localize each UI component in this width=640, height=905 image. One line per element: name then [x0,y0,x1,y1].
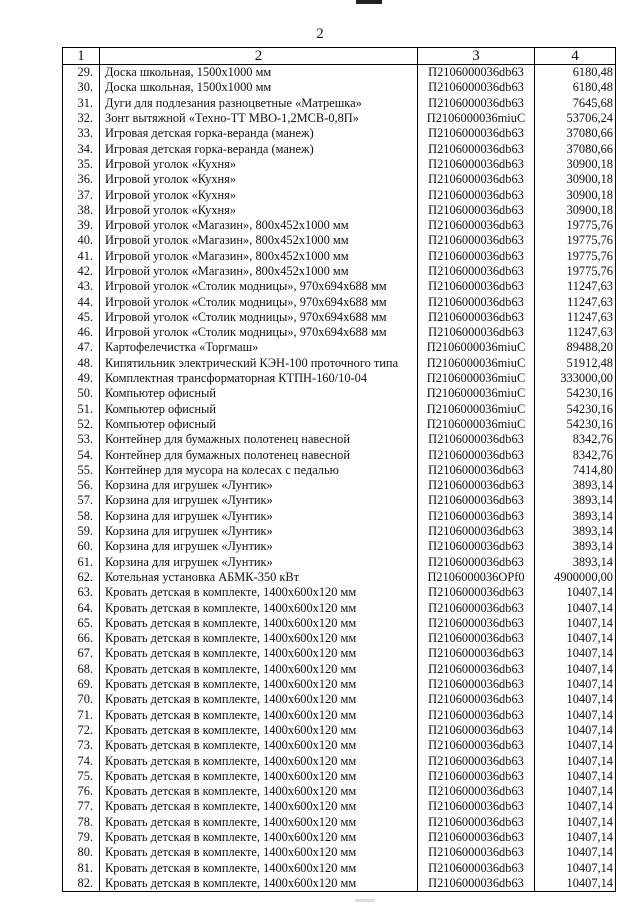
item-code: П2106000036db63 [418,432,535,447]
table-row [63,860,616,875]
item-sum: 333000,00 [535,371,616,386]
table-row [63,356,616,371]
row-number: 32. [63,111,100,126]
item-name: Игровая детская горка-веранда (манеж) [100,126,418,141]
row-number: 30. [63,80,100,95]
table-row [63,555,616,570]
item-code: П2106000036db63 [418,172,535,187]
table-row [63,65,616,81]
page-number: 2 [316,26,324,42]
item-name: Кипятильник электрический КЭН-100 проточного типа [100,356,418,371]
item-sum: 7414,80 [535,463,616,478]
row-number: 38. [63,203,100,218]
item-code: П2106000036db63 [418,860,535,875]
item-sum: 30900,18 [535,172,616,187]
item-name: Кровать детская в комплекте, 1400x600x120 мм [100,616,418,631]
item-name: Дуги для подлезания разноцветные «Матрешка» [100,96,418,111]
row-number: 79. [63,830,100,845]
table-row [63,662,616,677]
item-name: Корзина для игрушек «Лунтик» [100,509,418,524]
row-number: 55. [63,463,100,478]
row-number: 47. [63,340,100,355]
item-name: Игровой уголок «Кухня» [100,157,418,172]
item-name: Игровой уголок «Столик модницы», 970x694x688 мм [100,310,418,325]
item-name: Игровой уголок «Столик модницы», 970x694x688 мм [100,279,418,294]
item-name: Игровой уголок «Магазин», 800x452x1000 мм [100,233,418,248]
item-sum: 10407,14 [535,707,616,722]
item-name: Кровать детская в комплекте, 1400x600x120 мм [100,769,418,784]
item-sum: 19775,76 [535,233,616,248]
item-name: Компьютер офисный [100,386,418,401]
item-sum: 11247,63 [535,279,616,294]
table-row [63,707,616,722]
row-number: 44. [63,294,100,309]
row-number: 42. [63,264,100,279]
item-code: П2106000036db63 [418,96,535,111]
table-row [63,233,616,248]
item-sum: 11247,63 [535,294,616,309]
row-number: 68. [63,662,100,677]
item-sum: 8342,76 [535,447,616,462]
row-number: 82. [63,876,100,892]
row-number: 50. [63,386,100,401]
row-number: 76. [63,784,100,799]
item-code: П2106000036db63 [418,876,535,892]
item-sum: 10407,14 [535,830,616,845]
table-row [63,203,616,218]
item-name: Кровать детская в комплекте, 1400x600x120 мм [100,631,418,646]
item-name: Кровать детская в комплекте, 1400x600x120 мм [100,646,418,661]
item-name: Игровая детская горка-веранда (манеж) [100,141,418,156]
header-col-number: 1 [63,48,100,65]
row-number: 53. [63,432,100,447]
item-sum: 3893,14 [535,509,616,524]
item-code: П2106000036db63 [418,738,535,753]
item-name: Котельная установка АБМК-350 кВт [100,570,418,585]
table-row [63,753,616,768]
row-number: 71. [63,707,100,722]
item-sum: 54230,16 [535,386,616,401]
item-sum: 10407,14 [535,845,616,860]
item-name: Контейнер для бумажных полотенец навесной [100,432,418,447]
item-name: Игровой уголок «Кухня» [100,172,418,187]
item-code: П2106000036db63 [418,753,535,768]
item-sum: 54230,16 [535,417,616,432]
item-sum: 10407,14 [535,662,616,677]
item-name: Кровать детская в комплекте, 1400x600x120 мм [100,753,418,768]
table-row [63,126,616,141]
table-row [63,570,616,585]
table-row [63,677,616,692]
item-code: П2106000036db63 [418,157,535,172]
item-code: П2106000036db63 [418,478,535,493]
row-number: 56. [63,478,100,493]
item-code: П2106000036db63 [418,555,535,570]
row-number: 34. [63,141,100,156]
item-sum: 19775,76 [535,264,616,279]
item-name: Кровать детская в комплекте, 1400x600x120 мм [100,692,418,707]
item-name: Корзина для игрушек «Лунтик» [100,478,418,493]
item-sum: 30900,18 [535,157,616,172]
table-row [63,631,616,646]
item-sum: 3893,14 [535,478,616,493]
scan-mark [356,0,382,4]
item-name: Доска школьная, 1500x1000 мм [100,80,418,95]
table-row [63,616,616,631]
item-code: П2106000036db63 [418,585,535,600]
item-code: П2106000036db63 [418,646,535,661]
item-sum: 6180,48 [535,80,616,95]
table-row [63,141,616,156]
item-code: П2106000036db63 [418,141,535,156]
row-number: 66. [63,631,100,646]
item-sum: 30900,18 [535,187,616,202]
table-row [63,723,616,738]
row-number: 60. [63,539,100,554]
table-row [63,600,616,615]
row-number: 37. [63,187,100,202]
item-sum: 30900,18 [535,203,616,218]
row-number: 51. [63,402,100,417]
item-code: П2106000036db63 [418,723,535,738]
table-row [63,447,616,462]
table-row [63,294,616,309]
item-code: П2106000036db63 [418,203,535,218]
row-number: 78. [63,815,100,830]
table-row [63,769,616,784]
item-sum: 10407,14 [535,616,616,631]
item-name: Комплектная трансформаторная КТПН-160/10-04 [100,371,418,386]
row-number: 75. [63,769,100,784]
item-code: П2106000036db63 [418,692,535,707]
item-sum: 37080,66 [535,141,616,156]
item-name: Компьютер офисный [100,417,418,432]
item-code: П2106000036db63 [418,65,535,81]
table-row [63,493,616,508]
item-name: Кровать детская в комплекте, 1400x600x120 мм [100,876,418,892]
table-row [63,386,616,401]
row-number: 62. [63,570,100,585]
item-name: Кровать детская в комплекте, 1400x600x120 мм [100,585,418,600]
item-code: П2106000036db63 [418,187,535,202]
row-number: 46. [63,325,100,340]
item-sum: 54230,16 [535,402,616,417]
item-sum: 3893,14 [535,555,616,570]
table-row [63,830,616,845]
item-code: П2106000036miuC [418,402,535,417]
table-row [63,417,616,432]
row-number: 43. [63,279,100,294]
row-number: 70. [63,692,100,707]
property-table [62,47,616,892]
item-name: Игровой уголок «Магазин», 800x452x1000 мм [100,249,418,264]
row-number: 49. [63,371,100,386]
row-number: 65. [63,616,100,631]
item-name: Контейнер для мусора на колесах с педалью [100,463,418,478]
table-row [63,876,616,892]
item-sum: 4900000,00 [535,570,616,585]
item-code: П2106000036miuC [418,371,535,386]
item-name: Кровать детская в комплекте, 1400x600x120 мм [100,845,418,860]
item-name: Кровать детская в комплекте, 1400x600x120 мм [100,799,418,814]
item-name: Контейнер для бумажных полотенец навесной [100,447,418,462]
item-code: П2106000036OPf0 [418,570,535,585]
item-sum: 10407,14 [535,631,616,646]
item-code: П2106000036db63 [418,126,535,141]
item-code: П2106000036db63 [418,616,535,631]
row-number: 52. [63,417,100,432]
header-col-code: 3 [418,48,535,65]
item-sum: 6180,48 [535,65,616,81]
item-sum: 89488,20 [535,340,616,355]
row-number: 31. [63,96,100,111]
item-code: П2106000036db63 [418,80,535,95]
table-row [63,692,616,707]
item-code: П2106000036miuC [418,386,535,401]
scan-mark-bottom [355,899,375,902]
item-code: П2106000036db63 [418,264,535,279]
table-row [63,784,616,799]
row-number: 40. [63,233,100,248]
item-name: Корзина для игрушек «Лунтик» [100,524,418,539]
item-sum: 10407,14 [535,677,616,692]
table-row [63,340,616,355]
row-number: 41. [63,249,100,264]
item-code: П2106000036db63 [418,249,535,264]
item-name: Кровать детская в комплекте, 1400x600x120 мм [100,707,418,722]
item-code: П2106000036db63 [418,325,535,340]
row-number: 63. [63,585,100,600]
table-row [63,845,616,860]
row-number: 61. [63,555,100,570]
item-name: Игровой уголок «Магазин», 800x452x1000 мм [100,218,418,233]
table-row [63,264,616,279]
row-number: 45. [63,310,100,325]
item-name: Компьютер офисный [100,402,418,417]
item-code: П2106000036db63 [418,294,535,309]
row-number: 77. [63,799,100,814]
item-name: Картофелечистка «Торгмаш» [100,340,418,355]
row-number: 73. [63,738,100,753]
table-row [63,80,616,95]
item-sum: 11247,63 [535,325,616,340]
item-code: П2106000036db63 [418,310,535,325]
item-code: П2106000036db63 [418,539,535,554]
item-sum: 10407,14 [535,723,616,738]
table-row [63,157,616,172]
item-sum: 3893,14 [535,539,616,554]
table-row [63,111,616,126]
row-number: 72. [63,723,100,738]
item-name: Корзина для игрушек «Лунтик» [100,493,418,508]
item-name: Кровать детская в комплекте, 1400x600x120 мм [100,784,418,799]
item-name: Игровой уголок «Кухня» [100,187,418,202]
table-row [63,96,616,111]
item-code: П2106000036miuC [418,417,535,432]
table-row [63,172,616,187]
item-code: П2106000036db63 [418,815,535,830]
item-name: Кровать детская в комплекте, 1400x600x120 мм [100,815,418,830]
item-code: П2106000036db63 [418,845,535,860]
table-row [63,478,616,493]
table-row [63,218,616,233]
table-row [63,799,616,814]
item-code: П2106000036miuC [418,340,535,355]
item-sum: 37080,66 [535,126,616,141]
row-number: 35. [63,157,100,172]
item-sum: 10407,14 [535,600,616,615]
row-number: 59. [63,524,100,539]
item-sum: 19775,76 [535,218,616,233]
item-code: П2106000036db63 [418,524,535,539]
item-sum: 8342,76 [535,432,616,447]
item-name: Кровать детская в комплекте, 1400x600x120 мм [100,600,418,615]
table-row [63,738,616,753]
table-body [63,65,616,892]
item-code: П2106000036db63 [418,447,535,462]
row-number: 54. [63,447,100,462]
table-row [63,509,616,524]
item-code: П2106000036miuC [418,356,535,371]
item-name: Кровать детская в комплекте, 1400x600x120 мм [100,830,418,845]
table-row [63,585,616,600]
item-sum: 10407,14 [535,876,616,892]
item-sum: 10407,14 [535,769,616,784]
item-code: П2106000036db63 [418,279,535,294]
item-sum: 10407,14 [535,784,616,799]
row-number: 69. [63,677,100,692]
row-number: 74. [63,753,100,768]
item-name: Кровать детская в комплекте, 1400x600x120 мм [100,738,418,753]
item-code: П2106000036db63 [418,677,535,692]
item-name: Игровой уголок «Столик модницы», 970x694x688 мм [100,325,418,340]
item-code: П2106000036db63 [418,769,535,784]
table-row [63,402,616,417]
item-name: Кровать детская в комплекте, 1400x600x120 мм [100,860,418,875]
row-number: 48. [63,356,100,371]
row-number: 81. [63,860,100,875]
item-sum: 10407,14 [535,646,616,661]
item-sum: 51912,48 [535,356,616,371]
row-number: 29. [63,65,100,81]
item-name: Кровать детская в комплекте, 1400x600x120 мм [100,662,418,677]
item-name: Корзина для игрушек «Лунтик» [100,539,418,554]
item-sum: 53706,24 [535,111,616,126]
table-header-row [63,48,616,65]
table-row [63,432,616,447]
table-row [63,463,616,478]
item-sum: 10407,14 [535,799,616,814]
row-number: 57. [63,493,100,508]
item-sum: 19775,76 [535,249,616,264]
item-name: Зонт вытяжной «Техно-ТТ МВО-1,2МСВ-0,8П» [100,111,418,126]
row-number: 80. [63,845,100,860]
row-number: 39. [63,218,100,233]
item-name: Кровать детская в комплекте, 1400x600x120 мм [100,677,418,692]
item-sum: 10407,14 [535,692,616,707]
table-row [63,371,616,386]
header-col-name: 2 [100,48,418,65]
row-number: 64. [63,600,100,615]
item-code: П2106000036db63 [418,218,535,233]
item-sum: 10407,14 [535,753,616,768]
table-row [63,646,616,661]
table-row [63,524,616,539]
item-code: П2106000036db63 [418,600,535,615]
item-name: Корзина для игрушек «Лунтик» [100,555,418,570]
item-code: П2106000036db63 [418,493,535,508]
table-row [63,815,616,830]
item-code: П2106000036db63 [418,830,535,845]
item-code: П2106000036db63 [418,233,535,248]
table-row [63,187,616,202]
item-sum: 11247,63 [535,310,616,325]
item-name: Игровой уголок «Столик модницы», 970x694x688 мм [100,294,418,309]
item-code: П2106000036db63 [418,707,535,722]
item-code: П2106000036db63 [418,631,535,646]
row-number: 36. [63,172,100,187]
item-sum: 7645,68 [535,96,616,111]
header-col-sum: 4 [535,48,616,65]
item-sum: 3893,14 [535,524,616,539]
item-name: Кровать детская в комплекте, 1400x600x120 мм [100,723,418,738]
item-code: П2106000036db63 [418,784,535,799]
table-row [63,539,616,554]
item-sum: 10407,14 [535,815,616,830]
item-name: Доска школьная, 1500x1000 мм [100,65,418,81]
item-code: П2106000036miuC [418,111,535,126]
item-name: Игровой уголок «Кухня» [100,203,418,218]
row-number: 67. [63,646,100,661]
item-code: П2106000036db63 [418,509,535,524]
item-code: П2106000036db63 [418,463,535,478]
table-row [63,279,616,294]
row-number: 33. [63,126,100,141]
table-row [63,249,616,264]
item-code: П2106000036db63 [418,662,535,677]
item-code: П2106000036db63 [418,799,535,814]
item-sum: 10407,14 [535,860,616,875]
table-row [63,310,616,325]
item-sum: 10407,14 [535,738,616,753]
row-number: 58. [63,509,100,524]
table-row [63,325,616,340]
item-name: Игровой уголок «Магазин», 800x452x1000 мм [100,264,418,279]
item-sum: 10407,14 [535,585,616,600]
item-sum: 3893,14 [535,493,616,508]
